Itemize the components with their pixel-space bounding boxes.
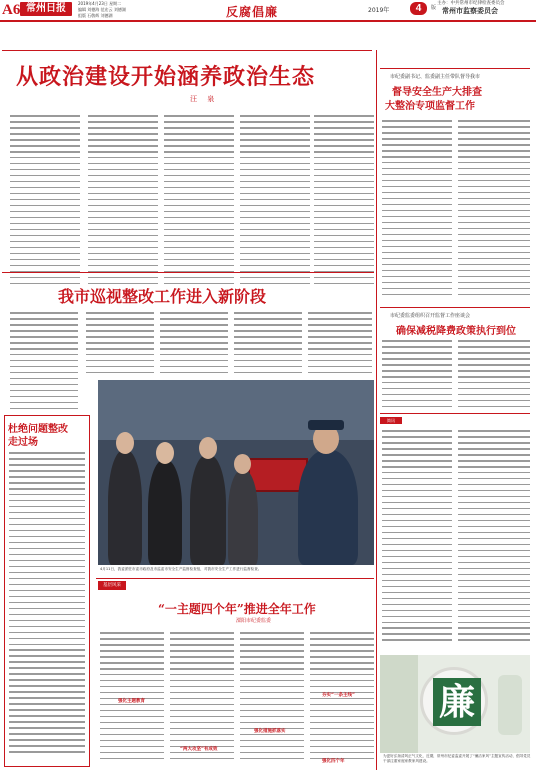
right-second-body-col-1 (382, 340, 452, 412)
page-code: A6 (2, 2, 21, 18)
ad-character: 廉 (433, 678, 481, 726)
inspection-headline: 我市巡视整改工作进入新阶段 (58, 287, 267, 306)
theme-subhead-5: 强化四个年 (322, 759, 345, 764)
theme-headline: “一主题四个年”推进全年工作 (158, 602, 316, 616)
column-divider (376, 50, 377, 770)
header-meta-editor: 编辑 刘德海 范宏云 刘德湖 (78, 7, 126, 12)
briefs-col-1 (382, 430, 452, 645)
news-photo (98, 380, 374, 565)
briefs-rule (380, 413, 530, 414)
right-top-kicker: 市纪委副书记、监委副主任带队督导我市 (390, 74, 481, 80)
right-second-title: 确保减税降费政策执行到位 (396, 326, 516, 337)
page-suffix: 版 (431, 5, 437, 11)
inspection-body-col-2 (86, 312, 154, 378)
main-top-rule (2, 50, 372, 51)
header-meta-layout: 组版 石敬辉 刘德湖 (78, 13, 113, 18)
theme-flag: 基层风采 (98, 581, 126, 590)
inspection-body-col-4 (234, 312, 302, 378)
header-date: 2019年 (368, 7, 390, 14)
header-meta-date: 2019年4月23日 星期二 (78, 1, 122, 6)
page-number-badge: 4 (410, 2, 427, 15)
theme-subhead-1: 强化主题教育 (118, 699, 145, 704)
right-second-kicker: 市纪委监委组织召开监督工作座谈会 (390, 313, 471, 319)
sponsor-line-1: 主办：中共常州市纪律检查委员会 (437, 1, 505, 6)
main-body-col-2 (88, 115, 158, 289)
right-top-title-line-2: 大整治专项监督工作 (385, 101, 475, 112)
photo-caption: 4月11日，我委派驻市委市政府及市监委市安全生产监督检查组，对我市安全生产工作进行监督检查。 (100, 567, 262, 571)
inspection-body-col-3 (160, 312, 228, 378)
integrity-ad-image (380, 655, 530, 753)
briefs-flag: 简讯 (380, 417, 402, 424)
right-top-rule (380, 68, 530, 69)
left-box-title: 杜绝问题整改走过场 (8, 424, 68, 448)
inspection-body-col-5 (308, 312, 372, 378)
newspaper-logo: 常州日报 (20, 2, 72, 16)
main-body-col-5 (314, 115, 374, 289)
theme-body-col-2 (170, 632, 234, 764)
theme-byline: 溧阳市纪委监委 (236, 618, 272, 624)
header-meta (78, 1, 126, 19)
ad-caption: 为更好弘扬清风正气文化，近期，常州市纪委监委开展了“廉洁家风”主题宣传活动，倡导党员干部注重家庭家教家风建设。 (383, 754, 531, 763)
main-body-col-4 (240, 115, 310, 289)
theme-subhead-3: 强化措施抓落实 (254, 729, 286, 734)
theme-rule (96, 578, 374, 579)
main-body-col-1 (10, 115, 80, 289)
right-top-title-line-1: 督导安全生产大排查 (392, 87, 482, 98)
ad-plate (420, 667, 488, 735)
right-top-body-col-1 (382, 120, 452, 300)
left-box-body (9, 452, 85, 757)
sponsor-line-2: 常州市监察委员会 (442, 6, 498, 15)
theme-body-col-3 (240, 632, 304, 764)
sponsor (437, 1, 505, 14)
section-title: 反腐倡廉 (226, 5, 279, 19)
right-top-body-col-2 (458, 120, 530, 300)
main-body-col-3 (164, 115, 234, 289)
inspection-rule (2, 272, 374, 273)
theme-subhead-2: “两大攻坚”有成效 (180, 747, 218, 752)
theme-subhead-4: 夯实“一条主线” (322, 693, 355, 698)
main-author: 汪 泉 (190, 95, 219, 103)
right-second-rule (380, 307, 530, 308)
right-second-body-col-2 (458, 340, 530, 412)
main-headline: 从政治建设开始涵养政治生态 (16, 64, 316, 90)
header-rule (0, 20, 536, 22)
briefs-col-2 (458, 430, 530, 645)
inspection-body-col-1 (10, 312, 78, 414)
